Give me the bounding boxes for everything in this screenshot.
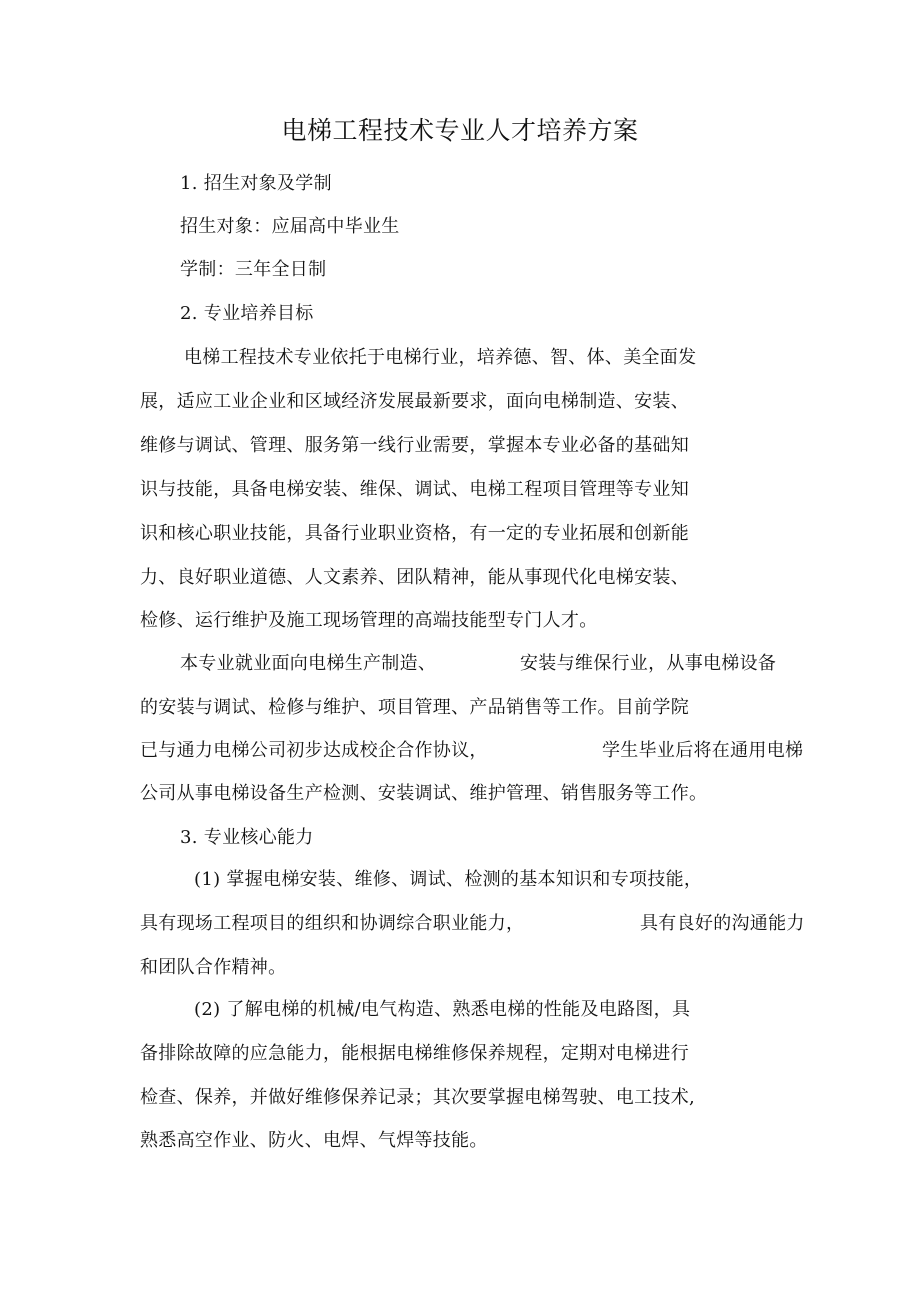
document-title: 电梯工程技术专业人才培养方案 (281, 116, 639, 145)
goal-paragraph-line: 力、良好职业道德、人文素养、团队精神，能从事现代化电梯安装、 (140, 567, 689, 588)
employment-line-1b: 安装与维保行业，从事电梯设备 (520, 653, 777, 674)
employment-line-2: 的安装与调试、检修与维护、项目管理、产品销售等工作。目前学院 (140, 697, 689, 718)
goal-paragraph-line: 识和核心职业技能，具备行业职业资格，有一定的专业拓展和创新能 (140, 523, 689, 544)
enrollment-target: 招生对象：应届高中毕业生 (180, 216, 400, 237)
goal-paragraph-line: 展，适应工业企业和区域经济发展最新要求，面向电梯制造、安装、 (140, 391, 689, 412)
goal-paragraph-line: 维修与调试、管理、服务第一线行业需要，掌握本专业必备的基础知 (140, 435, 689, 456)
section1-heading: 1. 招生对象及学制 (180, 173, 332, 194)
employment-line-1a: 本专业就业面向电梯生产制造、 (180, 653, 437, 674)
employment-line-3b: 学生毕业后将在通用电梯 (602, 740, 804, 761)
ability-2-line-4: 熟悉高空作业、防火、电焊、气焊等技能。 (140, 1130, 488, 1151)
ability-2-line-3: 检查、保养，并做好维修保养记录；其次要掌握电梯驾驶、电工技术, (140, 1087, 696, 1108)
employment-line-4: 公司从事电梯设备生产检测、安装调试、维护管理、销售服务等工作。 (140, 783, 708, 804)
employment-line-3a: 已与通力电梯公司初步达成校企合作协议， (140, 740, 488, 761)
section2-heading: 2. 专业培养目标 (180, 303, 314, 324)
goal-paragraph-line: 检修、运行维护及施工现场管理的高端技能型专门人才。 (140, 610, 598, 631)
section3-heading: 3. 专业核心能力 (180, 827, 314, 848)
goal-paragraph-line: 电梯工程技术专业依托于电梯行业，培养德、智、体、美全面发 (184, 347, 697, 368)
ability-1-line-3: 和团队合作精神。 (140, 957, 287, 978)
ability-1-line-2a: 具有现场工程项目的组织和协调综合职业能力， (140, 913, 525, 934)
ability-2-line-1: (2) 了解电梯的机械/电气构造、熟悉电梯的性能及电路图，具 (194, 999, 691, 1020)
study-duration: 学制：三年全日制 (180, 259, 327, 280)
ability-1-line-2b: 具有良好的沟通能力 (640, 913, 805, 934)
ability-2-line-2: 备排除故障的应急能力，能根据电梯维修保养规程，定期对电梯进行 (140, 1043, 689, 1064)
ability-1-line-1: (1) 掌握电梯安装、维修、调试、检测的基本知识和专项技能， (194, 869, 703, 890)
goal-paragraph-line: 识与技能，具备电梯安装、维保、调试、电梯工程项目管理等专业知 (140, 479, 689, 500)
